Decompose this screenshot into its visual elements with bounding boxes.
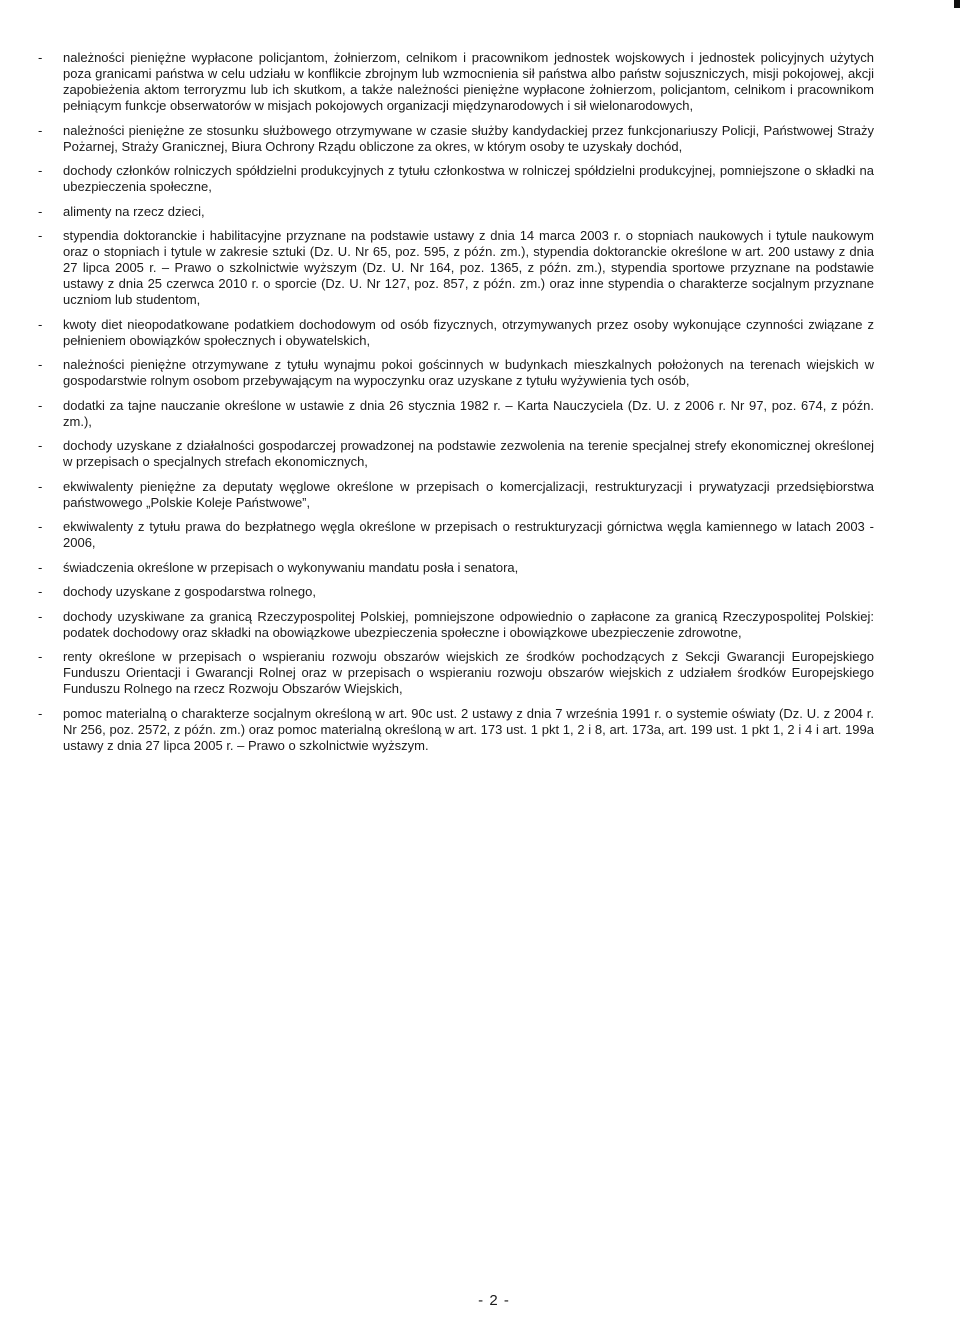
income-items-list	[38, 50, 874, 762]
bullet-dash: -	[38, 478, 43, 494]
bullet-dash: -	[38, 584, 43, 599]
list-item-text: stypendia doktoranckie i habilitacyjne przyznane na podstawie ustawy z dnia 14 marca 2003 r. o stopniach naukowych i tytule naukowym oraz o stopniach i tytule w zakresie sztuki (Dz. U. Nr 65, poz. 595, z późn. zm.), stypendia doktoranckie określone w art. 200 ustawy z dnia 27 lipca 2005 r. – Prawo o szkolnictwie wyższym (Dz. U. Nr 164, poz. 1365, z późn. zm.), stypendia sportowe przyznane na podstawie ustawy z dnia 25 czerwca 2010 r. o sporcie (Dz. U. Nr 127, poz. 857, z późn. zm.) oraz inne stypendia o charakterze socjalnym przyznane uczniom lub studentom,	[63, 228, 874, 307]
bullet-dash: -	[38, 649, 43, 664]
bullet-dash: -	[38, 122, 43, 138]
list-item-text: dochody członków rolniczych spółdzielni produkcyjnych z tytułu członkostwa w rolniczej spółdzielni produkcyjnej, pomniejszone o składki na ubezpieczenia społeczne,	[63, 163, 874, 194]
bullet-dash: -	[38, 228, 43, 243]
list-item	[38, 123, 874, 155]
bullet-dash: -	[38, 608, 43, 624]
bullet-dash: -	[38, 203, 43, 219]
list-item-text: ekwiwalenty z tytułu prawa do bezpłatnego węgla określone w przepisach o restrukturyzacji górnictwa węgla kamiennego w latach 2003 - 2006,	[63, 519, 874, 550]
list-item-text: renty określone w przepisach o wspieraniu rozwoju obszarów wiejskich ze środków pochodzących z Sekcji Gwarancji Europejskiego Funduszu Orientacji i Gwarancji Rolnej oraz w przepisach o wspieraniu rozwoju obszarów wiejskich z udziałem środków Europejskiego Funduszu Rolnego na rzecz Rozwoju Obszarów Wiejskich,	[63, 649, 874, 696]
list-item	[38, 228, 874, 308]
list-item	[38, 357, 874, 389]
list-item	[38, 438, 874, 470]
list-item-text: należności pieniężne wypłacone policjantom, żołnierzom, celnikom i pracownikom jednostek wojskowych i jednostek policyjnych użytych poza granicami państwa w celu udziału w konflikcie zbrojnym lub wzmocnienia sił państwa albo państw sojuszniczych, misji pokojowej, akcji zapobieżenia aktom terroryzmu lub ich skutkom, a także należności pieniężne wypłacone żołnierzom, policjantom, celnikom i pracownikom pełniącym funkcje obserwatorów w misjach pokojowych organizacji międzynarodowych i sił wielonarodowych,	[63, 50, 874, 113]
list-item	[38, 609, 874, 641]
list-item	[38, 706, 874, 754]
list-item-text: świadczenia określone w przepisach o wykonywaniu mandatu posła i senatora,	[63, 559, 519, 575]
list-item-text: dochody uzyskane z działalności gospodarczej prowadzonej na podstawie zezwolenia na terenie specjalnej strefy ekonomicznej określonej w przepisach o specjalnych strefach ekonomicznych,	[63, 438, 874, 469]
list-item	[38, 479, 874, 511]
bullet-dash: -	[38, 316, 43, 332]
bullet-dash: -	[38, 163, 43, 178]
bullet-dash: -	[38, 357, 43, 372]
list-item	[38, 50, 874, 114]
bullet-dash: -	[38, 397, 43, 413]
list-item	[38, 204, 874, 220]
page-number: - 2 -	[478, 1292, 510, 1309]
list-item	[38, 163, 874, 195]
list-item-text: dodatki za tajne nauczanie określone w ustawie z dnia 26 stycznia 1982 r. – Karta Nauczyciela (Dz. U. z 2006 r. Nr 97, poz. 674, z późn. zm.),	[63, 397, 874, 429]
bullet-dash: -	[38, 705, 43, 721]
list-item-text: należności pieniężne ze stosunku służbowego otrzymywane w czasie służby kandydackiej przez funkcjonariuszy Policji, Państwowej Straży Pożarnej, Straży Granicznej, Biura Ochrony Rządu obliczone za okres, w którym osoby te uzyskały dochód,	[63, 122, 874, 154]
bullet-dash: -	[38, 559, 43, 575]
list-item	[38, 398, 874, 430]
list-item-text: dochody uzyskane z gospodarstwa rolnego,	[63, 584, 316, 599]
list-item-text: należności pieniężne otrzymywane z tytułu wynajmu pokoi gościnnych w budynkach mieszkalnych położonych na terenach wiejskich w gospodarstwie rolnym osobom przebywającym na wypoczynku oraz uzyskane z tytułu wyżywienia tych osób,	[63, 357, 874, 388]
list-item-text: alimenty na rzecz dzieci,	[63, 203, 205, 219]
list-item-text: ekwiwalenty pieniężne za deputaty węglowe określone w przepisach o komercjalizacji, restrukturyzacji i prywatyzacji przedsiębiorstwa państwowego „Polskie Koleje Państwowe”,	[63, 478, 874, 510]
list-item	[38, 649, 874, 697]
bullet-dash: -	[38, 438, 43, 453]
list-item	[38, 584, 874, 600]
bullet-dash: -	[38, 519, 43, 534]
list-item-text: pomoc materialną o charakterze socjalnym określoną w art. 90c ust. 2 ustawy z dnia 7 września 1991 r. o systemie oświaty (Dz. U. z 2004 r. Nr 256, poz. 2572, z późn. zm.) oraz pomoc materialną określoną w art. 173 ust. 1 pkt 1, 2 i 8, art. 173a, art. 199 ust. 1 pkt 1, 2 i 4 i art. 199a ustawy z dnia 27 lipca 2005 r. – Prawo o szkolnictwie wyższym.	[63, 705, 874, 753]
list-item	[38, 519, 874, 551]
list-item-text: kwoty diet nieopodatkowane podatkiem dochodowym od osób fizycznych, otrzymywanych przez osoby wykonujące czynności związane z pełnieniem obowiązków społecznych i obywatelskich,	[63, 316, 874, 348]
list-item	[38, 560, 874, 576]
list-item-text: dochody uzyskiwane za granicą Rzeczypospolitej Polskiej, pomniejszone odpowiednio o zapłacone za granicą Rzeczypospolitej Polskiej: podatek dochodowy oraz składki na obowiązkowe ubezpieczenia społeczne i obowiązkowe ubezpieczenie zdrowotne,	[63, 608, 874, 640]
bullet-dash: -	[38, 50, 43, 65]
scan-corner-mark	[954, 0, 960, 8]
list-item	[38, 317, 874, 349]
